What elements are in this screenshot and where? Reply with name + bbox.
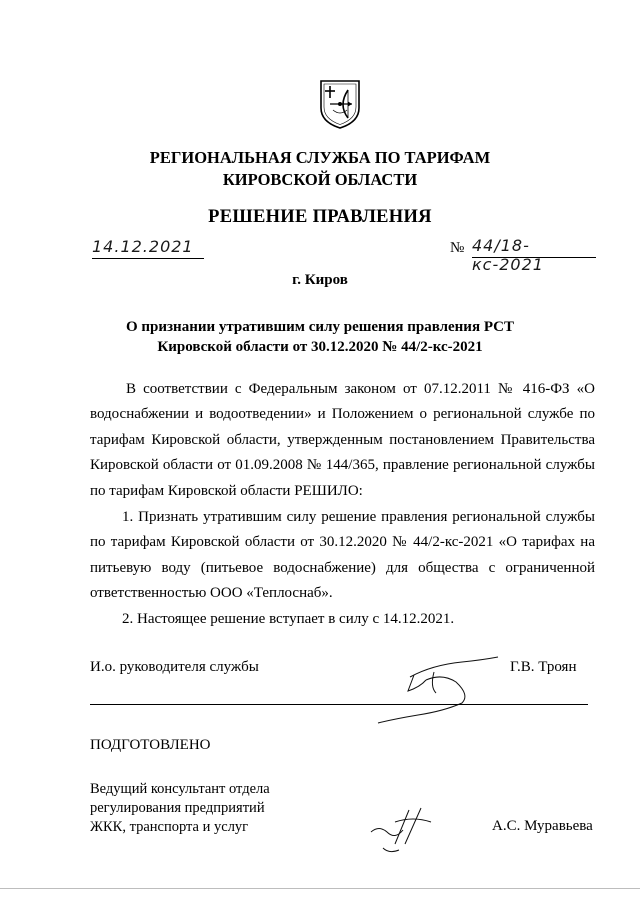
- preparer-position: [90, 780, 270, 837]
- signatory-name: Г.В. Троян: [510, 659, 577, 675]
- subject-line-2: Кировской области от 30.12.2020 № 44/2-кс-2021: [157, 339, 483, 355]
- preparer-position-line-1: Ведущий консультант отдела: [90, 781, 270, 797]
- org-line-2: КИРОВСКОЙ ОБЛАСТИ: [222, 170, 418, 189]
- handwritten-date: 14.12.2021: [92, 237, 204, 259]
- subject: [0, 317, 640, 357]
- preparer-signature-mark: [365, 800, 445, 860]
- decision-item-1: 1. Признать утратившим силу решение правления региональной службы по тарифам Кировской области от 30.12.2020 № 44/2-кс-2021 «О тарифах на питьевую воду (питьевое водоснабжение) для общества с ограниченной ответственностью ООО «Теплоснаб».: [90, 509, 595, 602]
- signature-mark: [370, 645, 500, 725]
- divider: [90, 704, 588, 705]
- decision-item-2: 2. Настоящее решение вступает в силу с 14.12.2021.: [122, 611, 455, 627]
- coat-of-arms-icon: [318, 78, 362, 130]
- prepared-label: ПОДГОТОВЛЕНО: [90, 737, 211, 753]
- city: г. Киров: [292, 272, 348, 288]
- document-type: РЕШЕНИЕ ПРАВЛЕНИЯ: [208, 207, 432, 227]
- subject-line-1: О признании утратившим силу решения правления РСТ: [125, 319, 514, 335]
- scan-edge-line: [0, 888, 640, 889]
- org-line-1: РЕГИОНАЛЬНАЯ СЛУЖБА ПО ТАРИФАМ: [149, 148, 491, 167]
- preamble-paragraph: В соответствии с Федеральным законом от 07.12.2011 № 416-ФЗ «О водоснабжении и водоотведении» и Положением о региональной службе по тарифам Кировской области, утвержденным постановлением Правительства Кировской области от 01.09.2008 № 144/365, правление региональной службы по тарифам Кировской области РЕШИЛО:: [90, 381, 595, 499]
- handwritten-number: 44/18-кс-2021: [472, 236, 596, 258]
- signatory-position: И.о. руководителя службы: [90, 659, 259, 675]
- number-label: №: [450, 240, 465, 256]
- preparer-name: А.С. Муравьева: [492, 818, 593, 834]
- preparer-position-line-3: ЖКК, транспорта и услуг: [90, 819, 249, 835]
- organization-name: [0, 147, 640, 191]
- preparer-position-line-2: регулирования предприятий: [90, 800, 265, 816]
